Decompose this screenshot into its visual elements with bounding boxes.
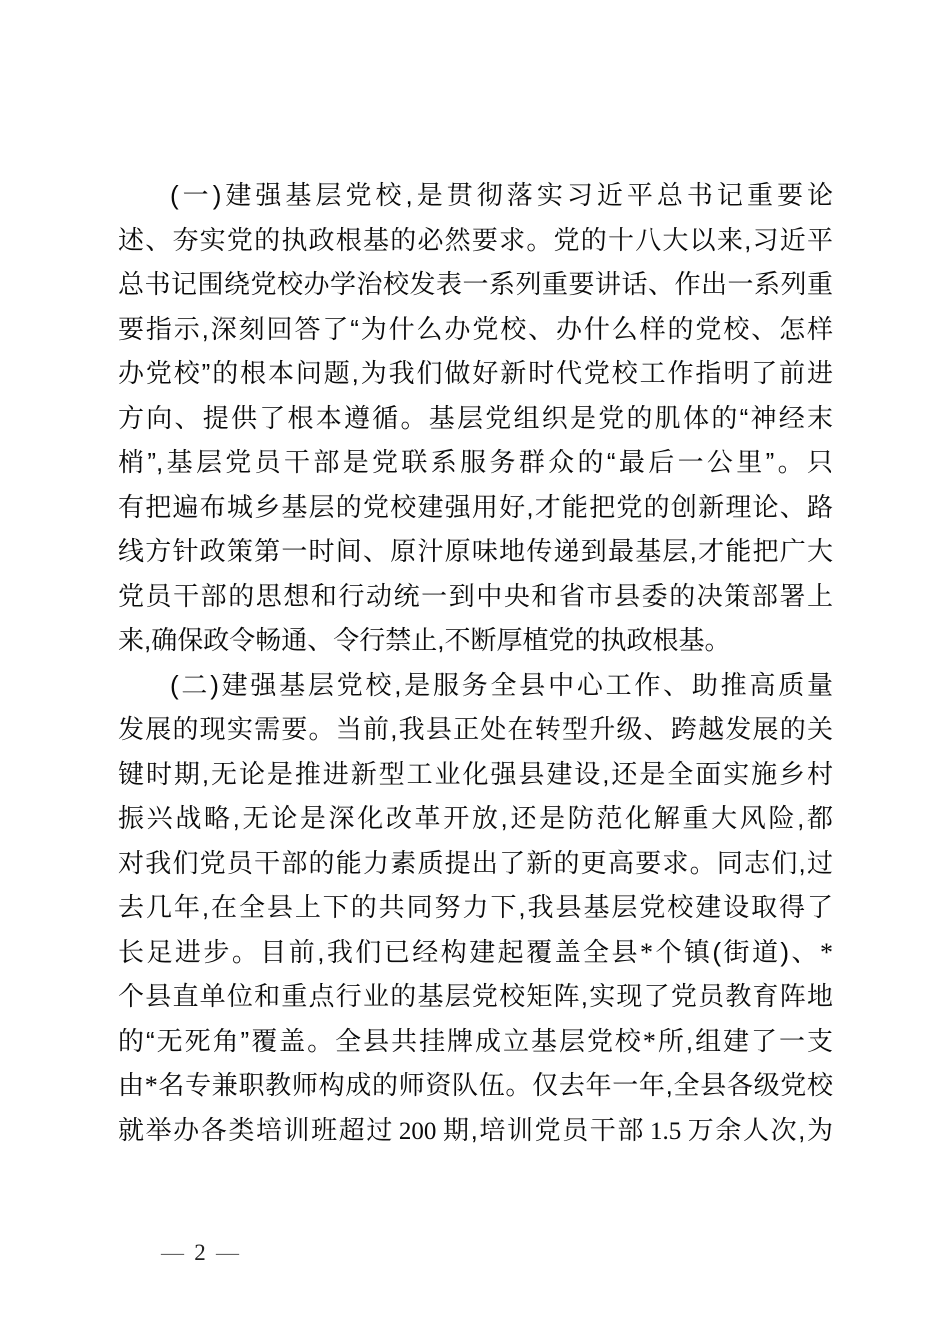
text-line: 振兴战略,无论是深化改革开放,还是防范化解重大风险,都 <box>118 803 833 833</box>
page-number-dash-left: — <box>161 1240 184 1265</box>
asterisk-placeholder: * <box>642 1026 656 1056</box>
asterisk-placeholder: * <box>144 1071 158 1100</box>
latin-number: 1.5 <box>649 1117 682 1145</box>
latin-number: 200 <box>398 1117 437 1145</box>
text-line: (二)建强基层党校,是服务全县中心工作、助推高质量 <box>170 669 833 700</box>
document-body <box>118 173 833 1152</box>
asterisk-placeholder: * <box>639 937 653 967</box>
text-line: (一)建强基层党校,是贯彻落实习近平总书记重要论 <box>170 180 833 210</box>
text-line: 由*名专兼职教师构成的师资队伍。仅去年一年,全县各级党校 <box>118 1070 833 1100</box>
text-line: 长足进步。目前,我们已经构建起覆盖全县*个镇(街道)、* <box>118 936 833 967</box>
text-line: 述、夯实党的执政根基的必然要求。党的十八大以来,习近平 <box>118 224 833 255</box>
page-number-value: 2 <box>194 1240 206 1265</box>
text-line: 党员干部的思想和行动统一到中央和省市县委的决策部署上 <box>118 580 833 611</box>
text-line: 办党校”的根本问题,为我们做好新时代党校工作指明了前进 <box>118 358 833 388</box>
text-line: 就举办各类培训班超过 200 期,培训党员干部 1.5 万余人次,为 <box>118 1114 833 1145</box>
text-line: 个县直单位和重点行业的基层党校矩阵,实现了党员教育阵地 <box>118 981 833 1011</box>
text-line: 来,确保政令畅通、令行禁止,不断厚植党的执政根基。 <box>118 625 731 655</box>
text-line: 发展的现实需要。当前,我县正处在转型升级、跨越发展的关 <box>118 714 833 744</box>
page-number <box>161 1240 239 1266</box>
text-line: 去几年,在全县上下的共同努力下,我县基层党校建设取得了 <box>118 892 833 922</box>
text-line: 对我们党员干部的能力素质提出了新的更高要求。同志们,过 <box>118 847 833 878</box>
text-line: 方向、提供了根本遵循。基层党组织是党的肌体的“神经末 <box>118 402 833 433</box>
text-line: 总书记围绕党校办学治校发表一系列重要讲话、作出一系列重 <box>118 269 833 299</box>
text-line: 梢”,基层党员干部是党联系服务群众的“最后一公里”。只 <box>118 447 833 477</box>
text-line: 键时期,无论是推进新型工业化强县建设,还是全面实施乡村 <box>118 758 833 789</box>
text-line: 要指示,深刻回答了“为什么办党校、办什么样的党校、怎样 <box>118 313 833 344</box>
text-line: 的“无死角”覆盖。全县共挂牌成立基层党校*所,组建了一支 <box>118 1025 833 1056</box>
page-number-dash-right: — <box>216 1240 239 1265</box>
text-line: 线方针政策第一时间、原汁原味地传递到最基层,才能把广大 <box>118 536 833 566</box>
paragraph <box>118 663 833 1153</box>
asterisk-placeholder: * <box>820 937 833 967</box>
paragraph <box>118 173 833 663</box>
text-line: 有把遍布城乡基层的党校建强用好,才能把党的创新理论、路 <box>118 491 833 522</box>
